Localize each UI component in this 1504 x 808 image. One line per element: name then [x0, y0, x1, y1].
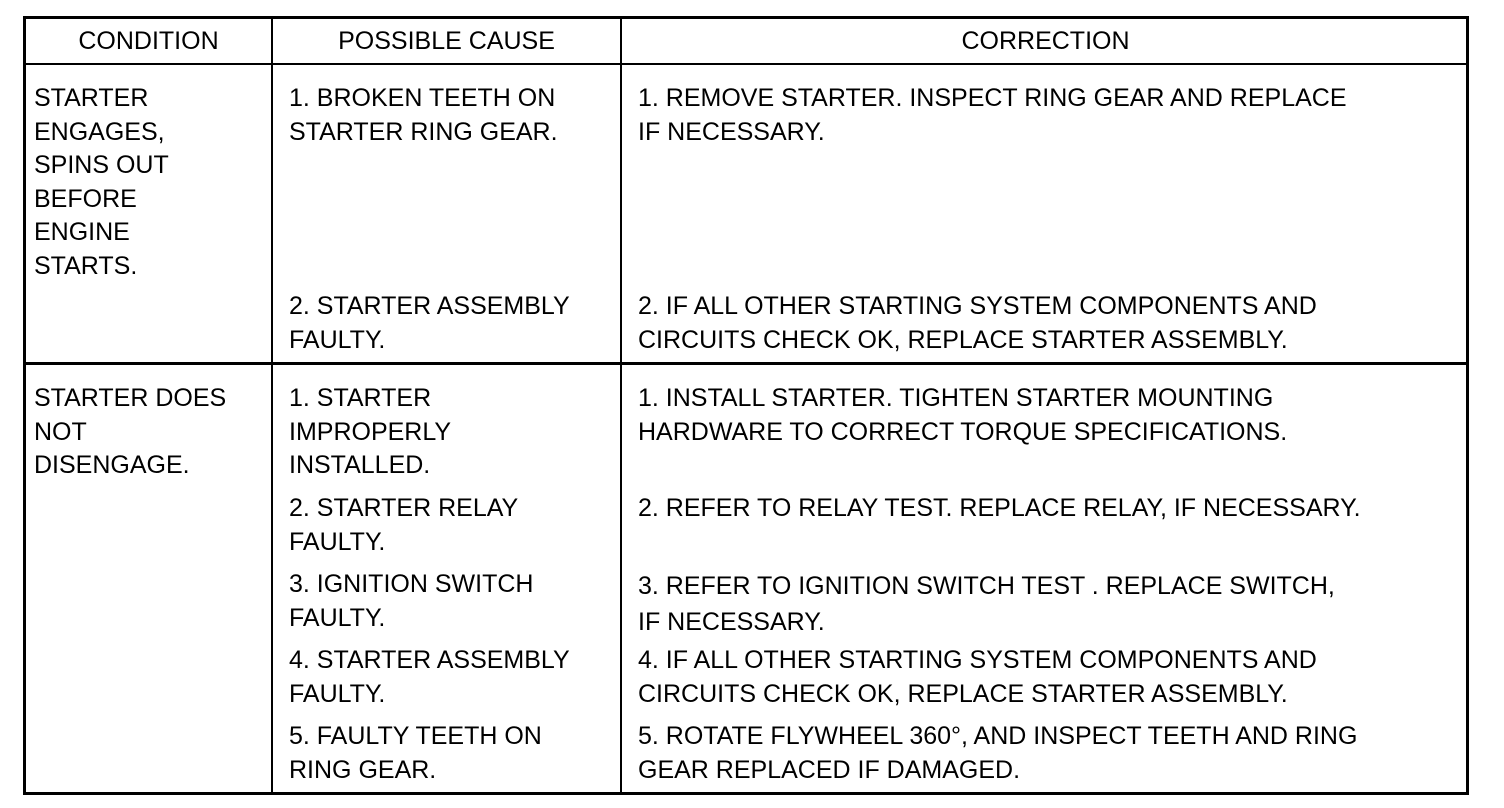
correction-cell: 1. INSTALL STARTER. TIGHTEN STARTER MOUNTING HARDWARE TO CORRECT TORQUE SPECIFICATIONS.	[638, 384, 1288, 446]
cause-cell: 1. BROKEN TEETH ON STARTER RING GEAR.	[289, 84, 558, 146]
header-correction: CORRECTION	[961, 27, 1130, 55]
condition-starter-spins-out: STARTER ENGAGES, SPINS OUT BEFORE ENGINE STARTS.	[34, 84, 169, 280]
cause-cell: 3. IGNITION SWITCH FAULTY.	[289, 570, 534, 632]
cause-cell: 5. FAULTY TEETH ON RING GEAR.	[289, 722, 542, 784]
cause-cell: 4. STARTER ASSEMBLY FAULTY.	[289, 646, 570, 708]
correction-cell: 2. IF ALL OTHER STARTING SYSTEM COMPONENTS AND CIRCUITS CHECK OK, REPLACE STARTER ASSEMBLY.	[638, 292, 1317, 354]
correction-cell: 5. ROTATE FLYWHEEL 360°, AND INSPECT TEETH AND RING GEAR REPLACED IF DAMAGED.	[638, 722, 1358, 784]
cause-cell: 1. STARTER IMPROPERLY INSTALLED.	[289, 384, 452, 479]
header-possible-cause: POSSIBLE CAUSE	[338, 27, 555, 55]
header-condition: CONDITION	[78, 27, 219, 55]
correction-cell: 1. REMOVE STARTER. INSPECT RING GEAR AND REPLACE IF NECESSARY.	[638, 84, 1347, 146]
diagnosis-table	[23, 16, 1469, 795]
cause-cell: 2. STARTER RELAY FAULTY.	[289, 494, 519, 556]
column-divider-cause-correction	[620, 19, 622, 792]
correction-cell: 4. IF ALL OTHER STARTING SYSTEM COMPONENTS AND CIRCUITS CHECK OK, REPLACE STARTER ASSEMBLY.	[638, 646, 1317, 708]
cause-cell: 2. STARTER ASSEMBLY FAULTY.	[289, 292, 570, 354]
column-divider-condition-cause	[271, 19, 273, 792]
group-divider	[26, 362, 1466, 365]
header-divider	[26, 63, 1466, 65]
correction-cell: 3. REFER TO IGNITION SWITCH TEST . REPLACE SWITCH, IF NECESSARY.	[638, 572, 1335, 636]
correction-cell: 2. REFER TO RELAY TEST. REPLACE RELAY, IF NECESSARY.	[638, 494, 1361, 522]
condition-starter-does-not-disengage: STARTER DOES NOT DISENGAGE.	[34, 384, 227, 479]
